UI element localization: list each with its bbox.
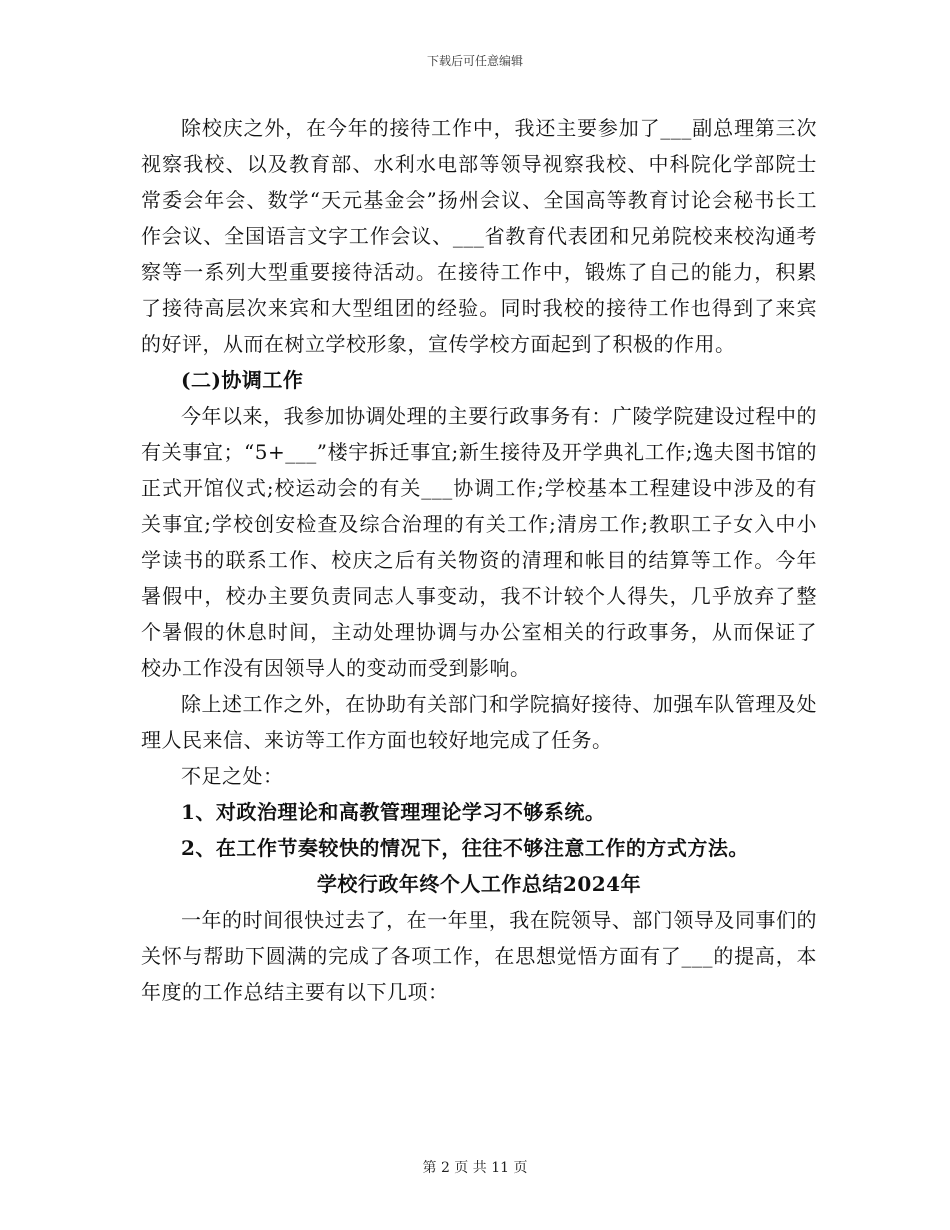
- shortcoming-item-2: 2、在工作节奏较快的情况下，往往不够注意工作的方式方法。: [181, 836, 749, 860]
- paragraph-intro: 一年的时间很快过去了，在一年里，我在院领导、部门领导及同事们的关怀与帮助下圆满的完成了各项工作，在思想觉悟方面有了___的提高，本年度的工作总结主要有以下几项：: [141, 908, 817, 1004]
- section-heading-coordination: (二)协调工作: [181, 368, 304, 392]
- paragraph-reception: 除校庆之外，在今年的接待工作中，我还主要参加了___副总理第三次视察我校、以及教育部、水利水电部等领导视察我校、中科院化学部院士常委会年会、数学“天元基金会”扬州会议、全国高等教育讨论会秘书长工作会议、全国语言文字工作会议、___省教育代表团和兄弟院校来校沟通考察等一系列大型重要接待活动。在接待工作中，锻炼了自己的能力，积累了接待高层次来宾和大型组团的经验。同时我校的接待工作也得到了来宾的好评，从而在树立学校形象，宣传学校方面起到了积极的作用。: [141, 116, 817, 356]
- document-title: 学校行政年终个人工作总结2024年: [316, 872, 642, 896]
- paragraph-coordination: 今年以来，我参加协调处理的主要行政事务有：广陵学院建设过程中的有关事宜；“5+___”楼宇拆迁事宜;新生接待及开学典礼工作;逸夫图书馆的正式开馆仪式;校运动会的有关___协调工作;学校基本工程建设中涉及的有关事宜;学校创安检查及综合治理的有关工作;清房工作;教职工子女入中小学读书的联系工作、校庆之后有关物资的清理和帐目的结算等工作。今年暑假中，校办主要负责同志人事变动，我不计较个人得失，几乎放弃了整个暑假的休息时间，主动处理协调与办公室相关的行政事务，从而保证了校办工作没有因领导人的变动而受到影响。: [141, 404, 817, 680]
- page-footer: 第 2 页 共 11 页: [422, 1160, 528, 1176]
- document-body: [141, 110, 817, 1010]
- paragraph-shortcomings-label: 不足之处：: [181, 764, 284, 788]
- paragraph-other-work: 除上述工作之外，在协助有关部门和学院搞好接待、加强车队管理及处理人民来信、来访等工作方面也较好地完成了任务。: [141, 692, 817, 752]
- page-header: 下载后可任意编辑: [426, 54, 523, 68]
- shortcoming-item-1: 1、对政治理论和高教管理理论学习不够系统。: [181, 800, 606, 824]
